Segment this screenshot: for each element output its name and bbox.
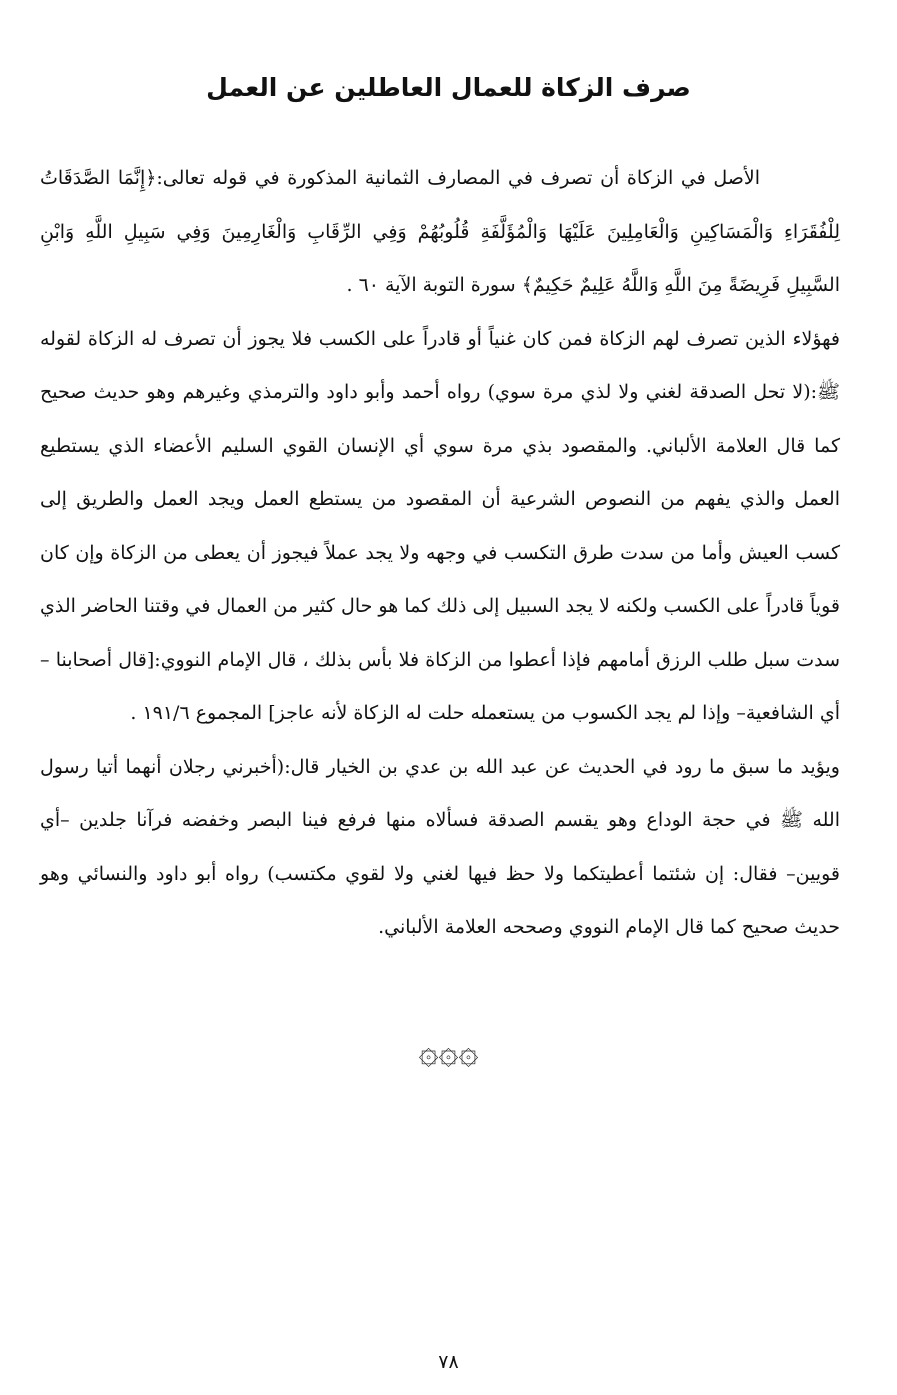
paragraph-2: فهؤلاء الذين تصرف لهم الزكاة فمن كان غنياً أو قادراً على الكسب فلا يجوز أن تصرف له الزكاة لقوله ﷺ:(لا تحل الصدقة لغني ولا لذي مرة سوي) رواه أحمد وأبو داود والترمذي وغيرهم وهو حديث صحيح كما قال العلامة الألباني. والمقصود بذي مرة سوي أي الإنسان القوي السليم الأعضاء الذي يستطيع العمل والذي يفهم من النصوص الشرعية أن المقصود من يستطع العمل ويجد العمل والطريق إلى كسب العيش وأما من سدت طرق التكسب في وجهه ولا يجد عملاً فيجوز أن يعطى من الزكاة وإن كان قوياً قادراً على الكسب ولكنه لا يجد السبيل إلى ذلك كما هو حال كثير من العمال في وقتنا الحاضر الذي سدت سبل طلب الرزق أمامهم فإذا أعطوا من الزكاة فلا بأس بذلك ، قال الإمام النووي:[قال أصحابنا – أي الشافعية– وإذا لم يجد الكسوب من يستعمله حلت له الزكاة لأنه عاجز] المجموع ١٩١/٦ .: [40, 327, 840, 724]
section-end-ornament: ۞۞۞: [418, 1032, 479, 1072]
body-text: [40, 152, 840, 955]
page-number: ٧٨: [438, 1351, 459, 1373]
paragraph-1: الأصل في الزكاة أن تصرف في المصارف الثمانية المذكورة في قوله تعالى:﴿إِنَّمَا الصَّدَقَاتُ لِلْفُقَرَاءِ وَالْمَسَاكِينِ وَالْعَامِلِينَ عَلَيْهَا وَالْمُؤَلَّفَةِ قُلُوبُهُمْ وَفِي الرِّقَابِ وَالْغَارِمِينَ وَفِي سَبِيلِ اللَّهِ وَابْنِ السَّبِيلِ فَرِيضَةً مِنَ اللَّهِ وَاللَّهُ عَلِيمٌ حَكِيمٌ﴾ سورة التوبة الآية ٦٠ .: [40, 167, 840, 296]
page-title: صرف الزكاة للعمال العاطلين عن العمل: [206, 73, 691, 102]
paragraph-3: ويؤيد ما سبق ما رود في الحديث عن عبد الله بن عدي بن الخيار قال:(أخبرني رجلان أنهما أتيا رسول الله ﷺ في حجة الوداع وهو يقسم الصدقة فسألاه منها فرفع فينا البصر وخفضه فرآنا جلدين –أي قويين– فقال: إن شئتما أعطيتكما ولا حظ فيها لغني ولا لقوي مكتسب) رواه أبو داود والنسائي وهو حديث صحيح كما قال الإمام النووي وصححه العلامة الألباني.: [40, 755, 840, 938]
